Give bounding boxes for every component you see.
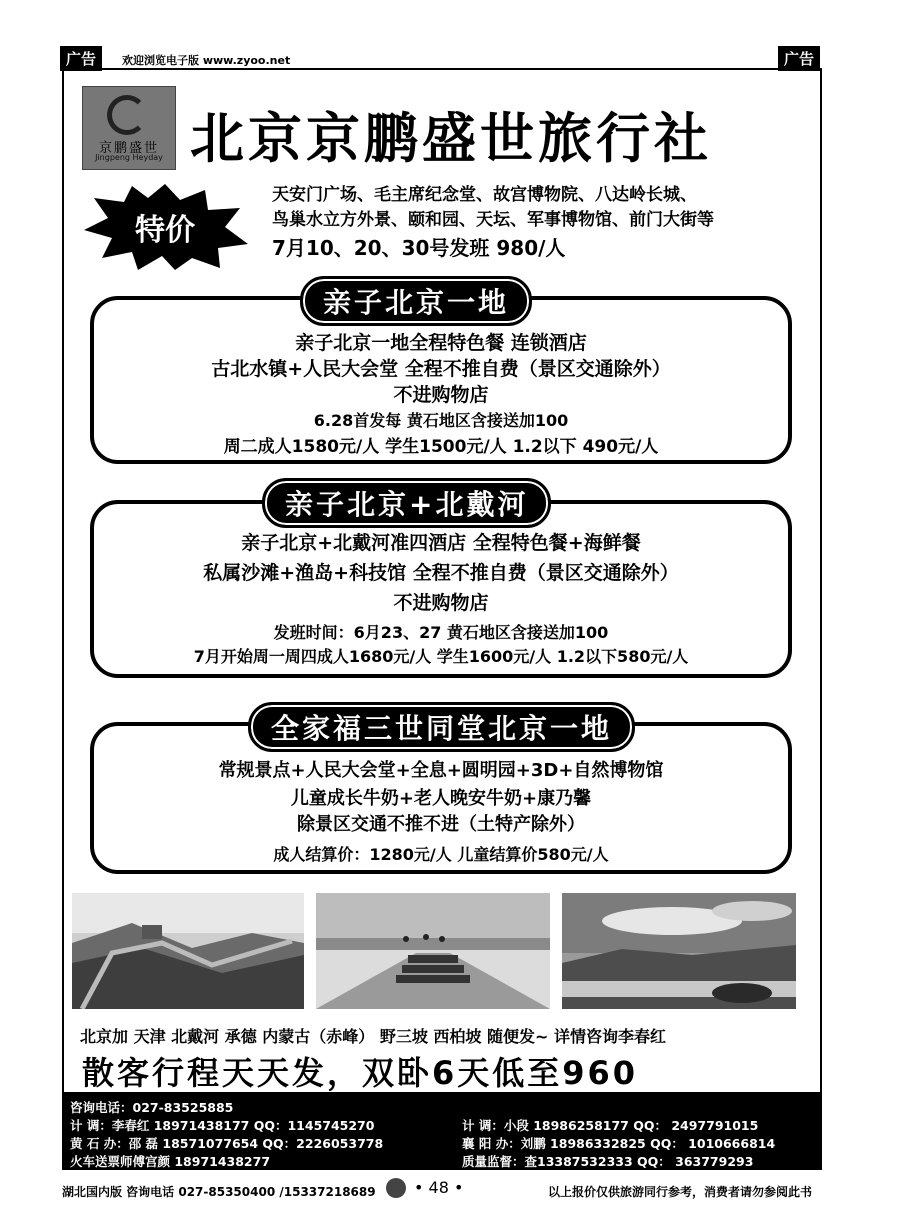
page-number-value: 48 [428,1178,449,1197]
special-badge: 特价 [135,213,195,248]
box1-title: 亲子北京一地 [300,276,532,326]
site-text: 欢迎浏览电子版 www.zyoo.net [122,54,291,67]
phoenix-icon [107,95,147,135]
box1-line-2: 古北水镇+人民大会堂 全程不推自费（景区交通除外） [211,358,671,380]
box3-title: 全家福三世同堂北京一地 [248,702,635,752]
box1-line-5: 周二成人1580元/人 学生1500元/人 1.2以下 490元/人 [223,437,659,457]
contact-panel [64,1092,820,1170]
box2-line-4: 发班时间：6月23、27 黄石地区含接送加100 [273,623,609,642]
page-badge-icon [386,1178,406,1198]
box2-line-1: 亲子北京+北戴河准四酒店 全程特色餐+海鲜餐 [241,532,641,554]
footer-left: 湖北国内版 咨询电话 027-85350400 /15337218689 [62,1185,376,1199]
ad-label-left: 广告 [60,46,102,71]
contact-right-2: 襄 阳 办：刘鹏 18986332825 QQ： 1010666814 [462,1136,776,1151]
contact-left-1: 计 调：李春红 18971438177 QQ：1145745270 [70,1118,375,1133]
box3-line-4: 成人结算价：1280元/人 儿童结算价580元/人 [273,845,609,864]
contact-left-2: 黄 石 办：邵 磊 18571077654 QQ：2226053778 [70,1136,384,1151]
box3-line-1: 常规景点+人民大会堂+全息+圆明园+3D+自然博物馆 [218,760,664,781]
page-title: 北京京鹏盛世旅行社 [190,107,712,170]
grassland-photo [562,893,796,1009]
contact-left-3: 火车送票师傅宫颜 18971438277 [70,1154,271,1169]
box3-line-3: 除景区交通不推不进（土特产除外） [297,814,585,835]
box2-line-5: 7月开始周一周四成人1680元/人 学生1600元/人 1.2以下580元/人 [193,647,689,666]
special-line-2: 鸟巢水立方外景、颐和园、天坛、军事博物馆、前门大街等 [272,210,714,230]
special-starburst-icon [80,182,250,272]
bridge-photo [316,893,550,1009]
box1-line-1: 亲子北京一地全程特色餐 连锁酒店 [295,332,587,354]
company-logo [82,86,176,170]
page-number: • 48 • [414,1178,464,1197]
logo-name-en: Jingpeng Heyday [95,153,163,162]
box1-line-4: 6.28首发每 黄石地区含接送加100 [313,411,569,430]
slogan-text: 散客行程天天发，双卧6天低至960 [82,1054,639,1092]
contact-right-1: 计 调：小段 18986258177 QQ： 2497791015 [462,1118,759,1133]
box2-line-3: 不进购物店 [393,592,489,614]
great-wall-photo [72,893,304,1009]
box2-line-2: 私属沙滩+渔岛+科技馆 全程不推自费（景区交通除外） [203,562,679,584]
box1-line-3: 不进购物店 [393,384,489,406]
special-line-1: 天安门广场、毛主席纪念堂、故宫博物院、八达岭长城、 [272,185,697,205]
special-line-3: 7月10、20、30号发班 980/人 [272,236,566,260]
destinations-text: 北京加 天津 北戴河 承德 内蒙古（赤峰） 野三坡 西柏坡 随便发~ 详情咨询李春红 [80,1027,666,1046]
contact-right-3: 质量监督：查13387532333 QQ： 363779293 [462,1154,754,1169]
box3-line-2: 儿童成长牛奶+老人晚安牛奶+康乃馨 [290,788,592,809]
contact-phone: 咨询电话：027-83525885 [70,1100,234,1115]
footer-right: 以上报价仅供旅游同行参考，消费者请勿参阅此书 [548,1185,813,1199]
box2-title: 亲子北京+北戴河 [262,478,551,528]
logo-name-cn: 京鹏盛世 [98,141,159,156]
ad-label-right: 广告 [778,46,820,71]
